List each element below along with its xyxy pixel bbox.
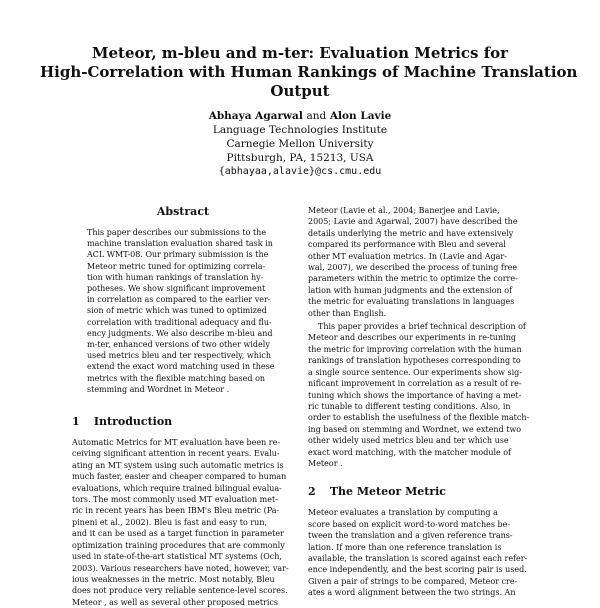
abstract-line: in correlation as compared to the earlier ver- [87, 295, 271, 305]
paragraph-line: the metric for evaluating translations in languages [308, 297, 515, 307]
paragraph-line: the metric for improving correlation with the human [308, 344, 522, 354]
paragraph-line: Meteor , as well as several other proposed metrics [72, 597, 279, 607]
abstract-line: ACL WMT-08. Our primary submission is the [87, 250, 269, 260]
paragraph-line: 2003). Various researchers have noted, however, var- [72, 563, 289, 573]
section-number: 1 [72, 415, 80, 429]
abstract-line: stemming and Wordnet in Meteor . [87, 384, 230, 394]
paragraph-line: nificant improvement in correlation as a result of re- [308, 379, 522, 389]
introduction-paragraph [72, 437, 294, 608]
paragraph-line: other than English. [308, 308, 387, 318]
right-column [308, 205, 532, 599]
paragraph-line: order to establish the usefulness of the flexible match- [308, 413, 530, 423]
affiliation-line: Carnegie Mellon University [226, 138, 374, 150]
section-number: 2 [308, 485, 316, 499]
paragraph-line: much faster, easier and cheaper compared to human [72, 472, 287, 482]
paragraph-line: Automatic Metrics for MT evaluation have been re- [72, 438, 281, 448]
paragraph-line: rankings of translation hypotheses corresponding to [308, 356, 521, 366]
abstract-line: correlation with traditional adequacy and flu- [87, 317, 272, 327]
paragraph-line: pineni et al., 2002). Bleu is fast and easy to run, [72, 517, 268, 527]
paragraph-line: ceiving significant attention in recent years. Evalu- [72, 449, 280, 459]
paragraph-line: 2005; Lavie and Agarwal, 2007) have described the [308, 217, 518, 227]
abstract-line: metrics with the flexible matching based on [87, 373, 266, 383]
paragraph-line: tors. The most commonly used MT evaluation met- [72, 495, 278, 505]
paragraph-line: lation with human judgments and the extension of [308, 285, 513, 295]
paragraph-line: Meteor . [308, 458, 343, 468]
abstract-body [72, 227, 294, 395]
abstract-line: m-ter, enhanced versions of two other widely [87, 340, 270, 350]
abstract-line: tion with human rankings of translation hy- [87, 272, 264, 282]
paragraph-line: other widely used metrics bleu and ter which use [308, 436, 509, 446]
paragraph-line: exact word matching, with the matcher module of [308, 447, 512, 457]
abstract-line: sion of metric which was tuned to optimized [87, 306, 267, 316]
paragraph-line: lation. If more than one reference translation is [308, 542, 502, 552]
paragraph-line: optimization training procedures that are commonly [72, 540, 285, 550]
author-block [100, 109, 500, 179]
abstract-line: machine translation evaluation shared task in [87, 239, 273, 249]
paragraph-line: ious weaknesses in the metric. Most notably, Bleu [72, 574, 275, 584]
author-name: Abhaya Agarwal [208, 110, 303, 122]
abstract-line: This paper describes our submissions to the [87, 228, 267, 237]
author-names [100, 109, 500, 123]
paragraph-line: Meteor and describes our experiments in re-tuning [308, 333, 516, 343]
paragraph-line: tween the translation and a given reference trans- [308, 531, 513, 541]
abstract-line: ency judgments. We also describe m-bleu and [87, 328, 273, 338]
meteor-metric-paragraph [308, 507, 532, 598]
paragraph-line: other MT evaluation metrics. In (Lavie and Agar- [308, 251, 507, 261]
author-email: {abhayaa,alavie}@cs.cmu.edu [218, 166, 382, 177]
paragraph-line: Meteor (Lavie et al., 2004; Banerjee and Lavie, [308, 206, 500, 215]
paragraph-line: This paper provides a brief technical description of [318, 322, 526, 332]
paragraph-line: tuning which shows the importance of having a met- [308, 390, 522, 400]
paragraph-line: ric in recent years has been IBM's Bleu metric (Pa- [72, 506, 280, 516]
section-title: The Meteor Metric [329, 485, 446, 499]
paragraph-line: details underlying the metric and have extensively [308, 228, 514, 238]
abstract-line: potheses. We show significant improvement [87, 284, 266, 294]
abstract-line: used metrics bleu and ter respectively, which [87, 351, 272, 361]
paragraph-line: Given a pair of strings to be compared, Meteor cre- [308, 576, 518, 586]
paragraph-line: available, the translation is scored against each refer- [308, 553, 528, 563]
paragraph-line: ric tunable to different testing conditions. Also, in [308, 401, 511, 411]
paragraph-line: and it can be used as a target function in parameter [72, 529, 284, 539]
related-work-paragraph [308, 205, 532, 319]
title-line: High-Correlation with Human Rankings of Machine Translation [40, 63, 578, 81]
paragraph-line: ence independently, and the best scoring pair is used. [308, 565, 527, 575]
paragraph-line: wal, 2007), we described the process of tuning free [308, 263, 518, 273]
paragraph-line: parameters within the metric to optimize the corre- [308, 274, 518, 284]
paragraph-line: score based on explicit word-to-word matches be- [308, 519, 511, 529]
author-name: Alon Lavie [329, 110, 392, 122]
title-line: Meteor, m-bleu and m-ter: Evaluation Metrics for [91, 44, 509, 62]
abstract-heading: Abstract [156, 205, 210, 218]
paragraph-line: does not produce very reliable sentence-level scores. [72, 586, 288, 596]
author-conjunction: and [306, 110, 327, 122]
paragraph-line: ing based on stemming and Wordnet, we extend two [308, 424, 522, 434]
affiliation-line: Language Technologies Institute [212, 124, 388, 136]
paragraph-line: compared its performance with Bleu and several [308, 240, 506, 250]
paragraph-line: ates a word alignment between the two strings. An [308, 588, 516, 598]
abstract-line: extend the exact word matching used in these [87, 362, 275, 372]
paragraph-line: Meteor evaluates a translation by computing a [308, 508, 498, 518]
section-heading-meteor-metric [308, 485, 532, 499]
section-title: Introduction [93, 415, 173, 429]
paper-title [40, 44, 578, 101]
paragraph-line: ating an MT system using such automatic metrics is [72, 460, 284, 470]
left-column [72, 205, 294, 608]
affiliation-line: Pittsburgh, PA, 15213, USA [226, 152, 374, 164]
abstract-line: Meteor metric tuned for optimizing correla- [87, 261, 266, 271]
paragraph-line: evaluations, which require trained bilingual evalua- [72, 483, 282, 493]
overview-paragraph [308, 321, 532, 469]
title-line: Output [270, 82, 330, 100]
paragraph-line: used in state-of-the-art statistical MT systems (Och, [72, 552, 282, 562]
paragraph-line: a single source sentence. Our experiments show sig- [308, 367, 522, 377]
section-heading-introduction [72, 415, 294, 429]
